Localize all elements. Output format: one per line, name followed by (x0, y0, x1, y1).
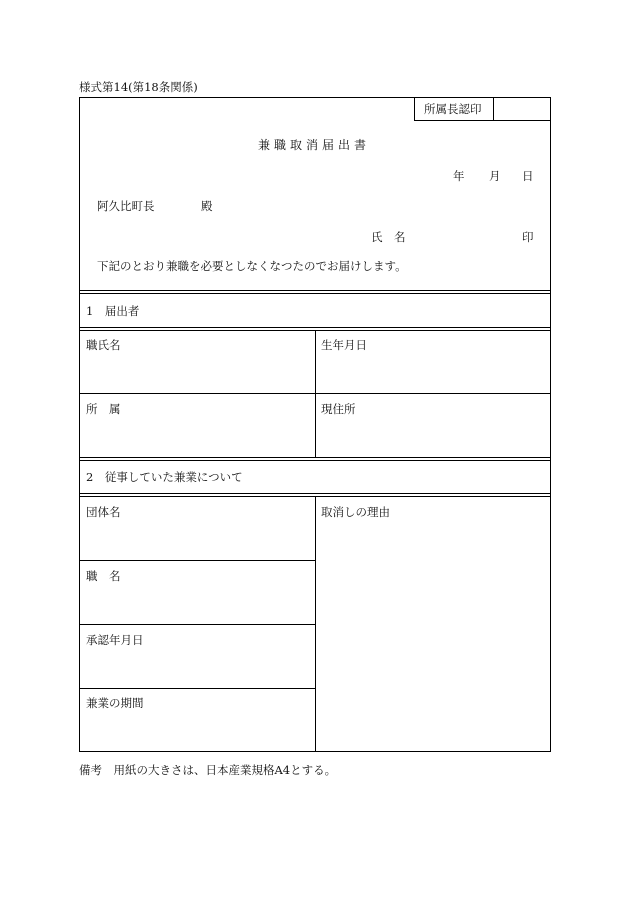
section1-heading: 1 届出者 (86, 304, 140, 318)
field-address-label: 現住所 (321, 402, 356, 416)
date-day: 日 (522, 169, 534, 183)
approval-stamp-field[interactable] (493, 98, 550, 120)
approval-stamp-label: 所属長認印 (424, 102, 482, 116)
field-period-label: 兼業の期間 (86, 696, 144, 710)
field-reason-input[interactable] (321, 523, 545, 745)
statement-text: 下記のとおり兼職を必要としなくなつたのでお届けします。 (97, 259, 407, 273)
seal-mark: 印 (522, 230, 534, 244)
applicant-name-field[interactable] (410, 226, 510, 246)
section2-row-rule-2 (79, 624, 315, 625)
footnote: 備考 用紙の大きさは、日本産業規格A4とする。 (79, 763, 337, 777)
field-position-name-input[interactable] (86, 356, 308, 388)
field-approval-date-label: 承認年月日 (86, 633, 144, 647)
addressee: 阿久比町長 (97, 199, 155, 213)
section1-top-rule (79, 290, 551, 294)
field-organization-label: 団体名 (86, 505, 121, 519)
section2-divider (315, 496, 316, 752)
field-organization-input[interactable] (86, 523, 308, 555)
field-job-title-input[interactable] (86, 587, 308, 619)
section2-row-rule-1 (79, 560, 315, 561)
section2-row-rule-3 (79, 688, 315, 689)
section2-heading: 2 従事していた兼業について (86, 470, 243, 484)
date-year: 年 (453, 169, 465, 183)
field-affiliation-input[interactable] (86, 420, 308, 452)
field-position-name-label: 職氏名 (86, 338, 121, 352)
document-title: 兼職取消届出書 (258, 138, 371, 152)
date-month: 月 (489, 169, 501, 183)
section1-row-rule (79, 393, 551, 394)
field-address-input[interactable] (321, 420, 545, 452)
field-reason-label: 取消しの理由 (321, 505, 390, 519)
section2-top-rule (79, 457, 551, 461)
field-birth-date-label: 生年月日 (321, 338, 367, 352)
field-approval-date-input[interactable] (86, 651, 308, 683)
honorific: 殿 (201, 199, 213, 213)
form-number-label: 様式第14(第18条関係) (79, 80, 198, 94)
name-label: 氏 名 (371, 230, 406, 244)
field-period-input[interactable] (86, 714, 308, 746)
field-job-title-label: 職 名 (86, 569, 121, 583)
field-birth-date-input[interactable] (321, 356, 545, 388)
field-affiliation-label: 所 属 (86, 402, 121, 416)
